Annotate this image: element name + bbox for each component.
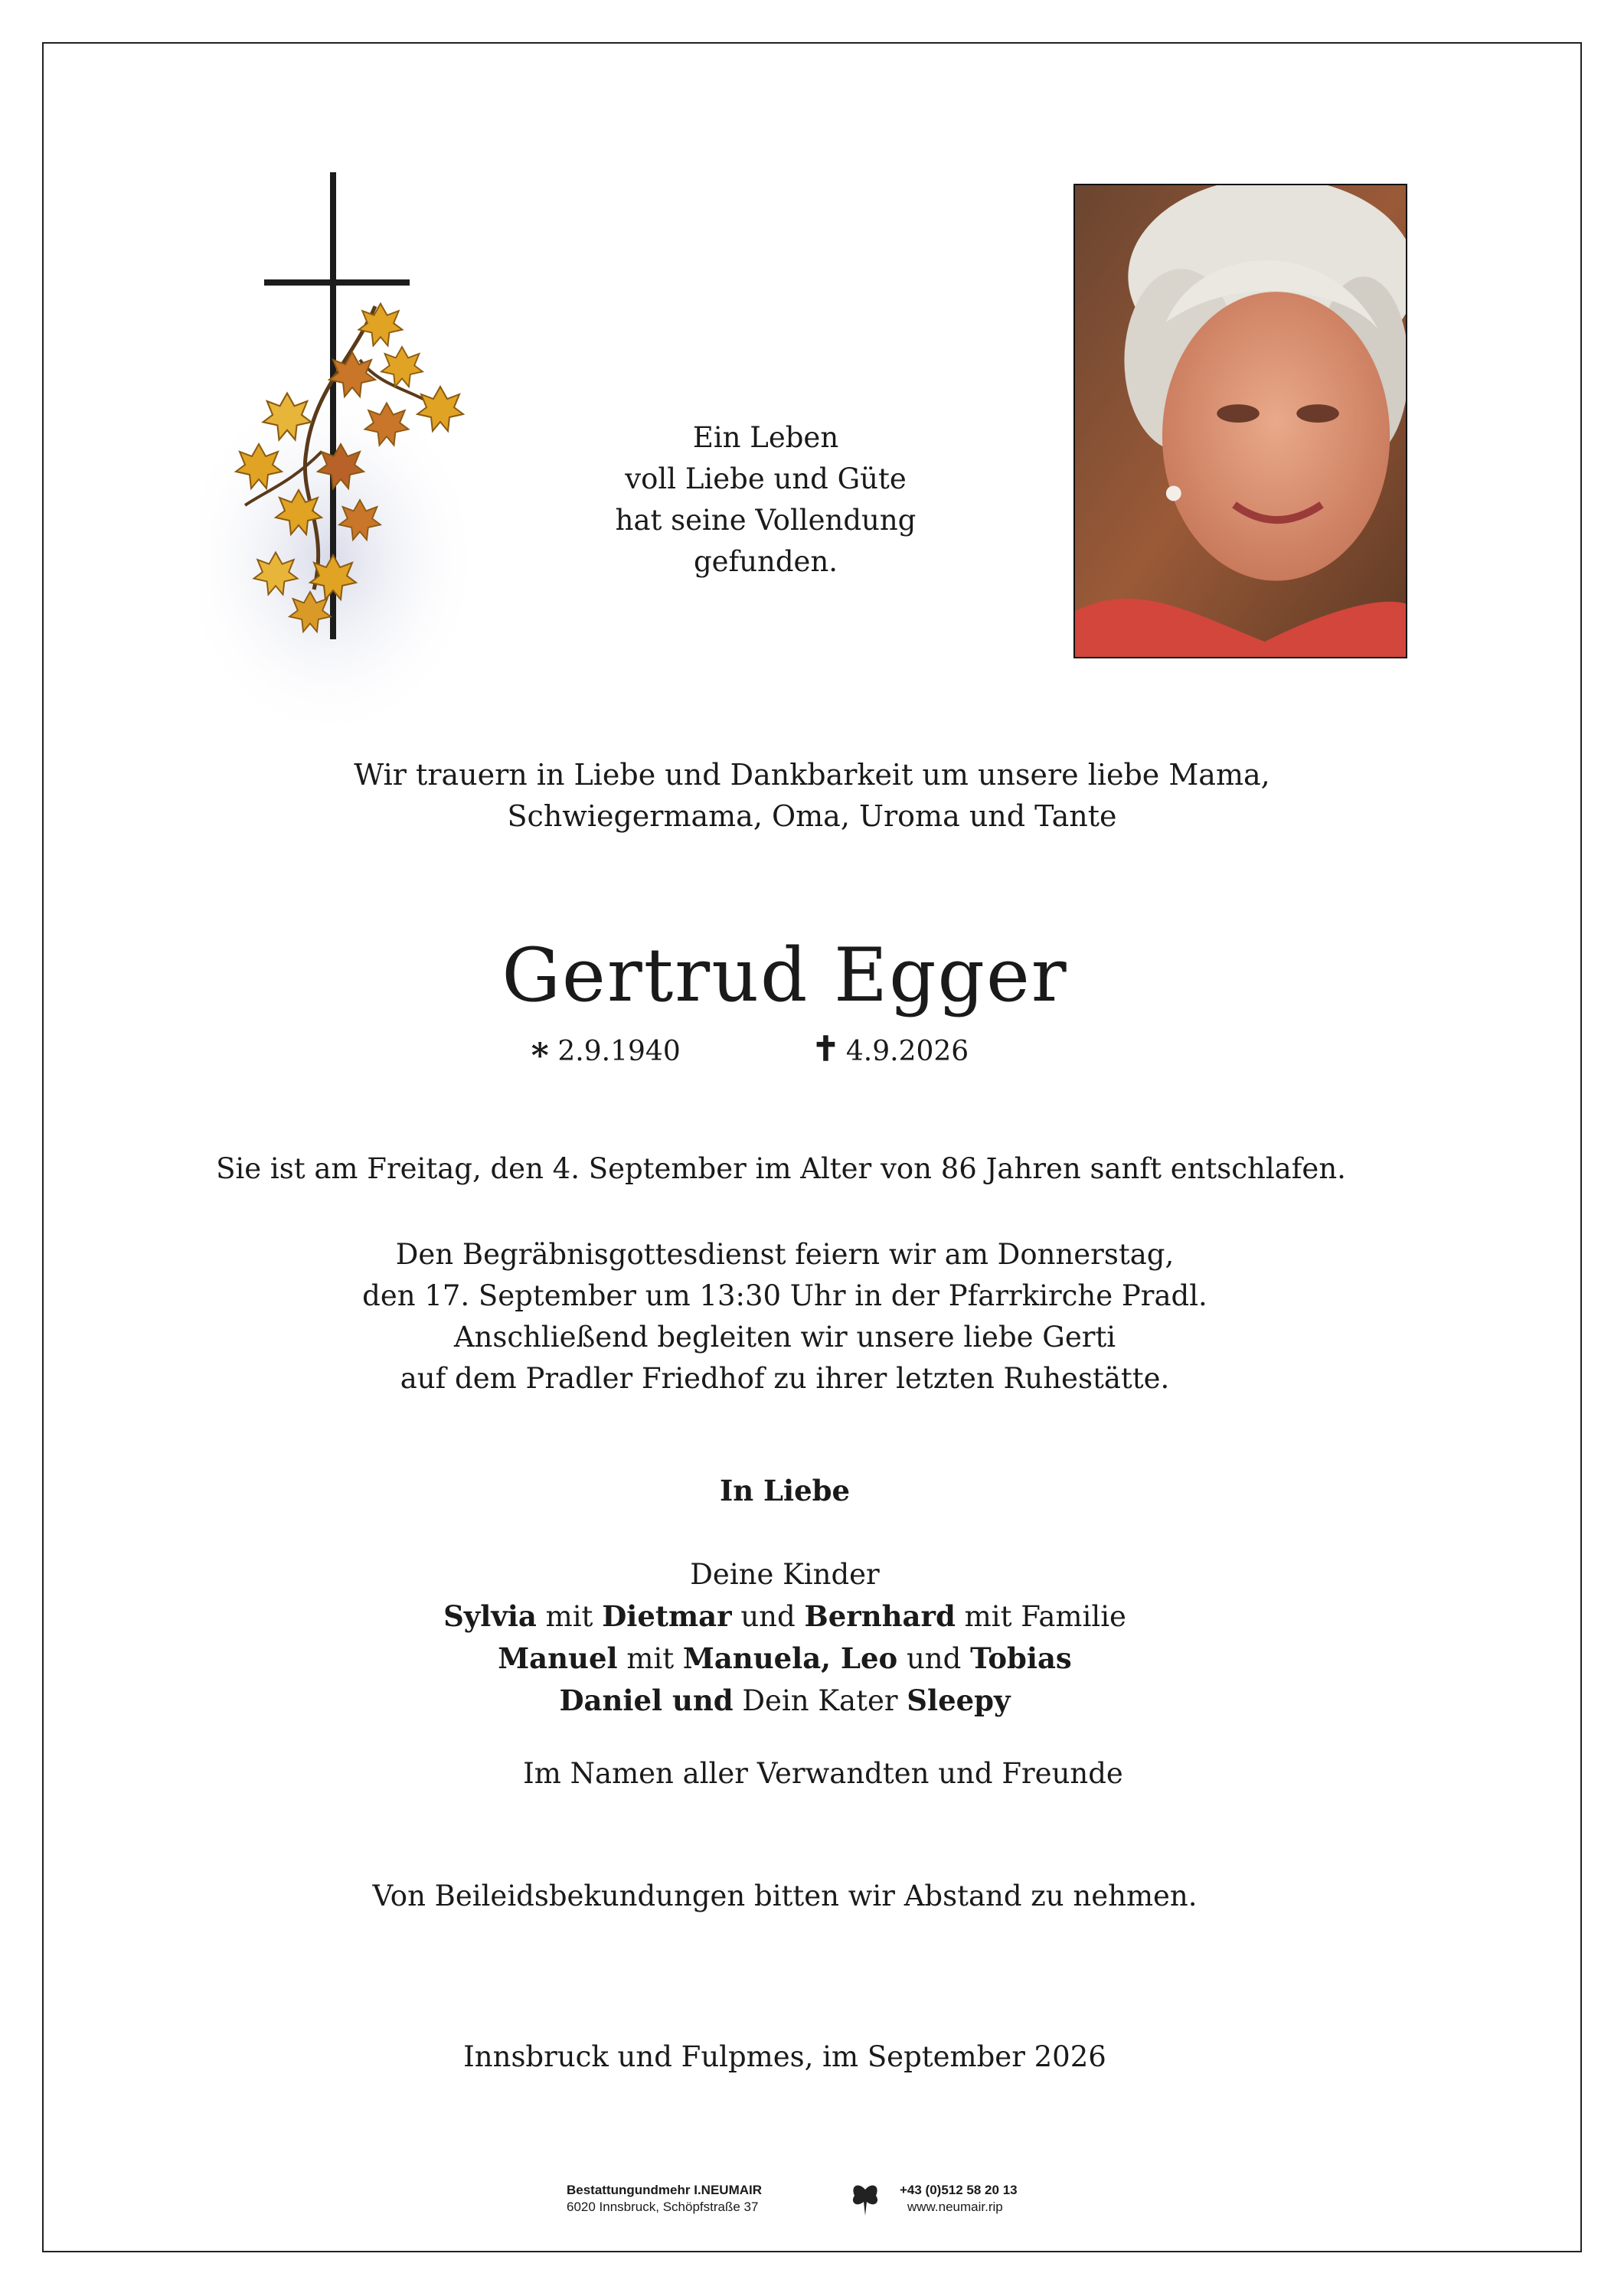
condolences-text: Von Beileidsbekundungen bitten wir Abstand zu nehmen. bbox=[372, 1880, 1198, 1912]
motto-line: voll Liebe und Güte bbox=[625, 462, 907, 495]
footer-left bbox=[567, 2182, 762, 2216]
life-dates bbox=[452, 1030, 1141, 1076]
motto-line: Ein Leben bbox=[692, 421, 839, 454]
funeral-line: Anschließend begleiten wir unsere liebe Gerti bbox=[453, 1321, 1116, 1354]
funeral-line: den 17. September um 13:30 Uhr in der Pfarrkirche Pradl. bbox=[362, 1279, 1207, 1312]
footer-right bbox=[900, 2182, 1018, 2216]
funeral-line: auf dem Pradler Friedhof zu ihrer letzten Ruhestätte. bbox=[400, 1362, 1170, 1395]
family-line: Manuel mit Manuela, Leo und Tobias bbox=[498, 1641, 1072, 1675]
motto-line: hat seine Vollendung bbox=[615, 504, 917, 537]
death-cross-icon: ✝ bbox=[812, 1030, 840, 1069]
intro-line: Wir trauern in Liebe und Dankbarkeit um unsere liebe Mama, bbox=[354, 758, 1270, 792]
motto-text bbox=[536, 417, 995, 583]
passing-text: Sie ist am Freitag, den 4. September im Alter von 86 Jahren sanft entschlafen. bbox=[216, 1152, 1346, 1185]
children-heading: Deine Kinder bbox=[690, 1558, 880, 1591]
footer-brand: Bestattungundmehr I.NEUMAIR bbox=[567, 2183, 763, 2197]
intro-line: Schwiegermama, Oma, Uroma und Tante bbox=[507, 799, 1117, 833]
butterfly-logo-icon bbox=[850, 2182, 881, 2219]
death-date: 4.9.2026 bbox=[845, 1036, 969, 1067]
birth-date-group bbox=[528, 1030, 681, 1069]
footer-web: www.neumair.rip bbox=[907, 2200, 1003, 2214]
family-line: Sylvia mit Dietmar und Bernhard mit Familie bbox=[443, 1599, 1126, 1633]
birth-star-icon: ∗ bbox=[528, 1030, 552, 1069]
family-list bbox=[153, 1554, 1417, 1722]
cross-with-leaves-image bbox=[199, 161, 505, 743]
funeral-home-footer bbox=[567, 2182, 1103, 2228]
motto-line: gefunden. bbox=[693, 545, 838, 578]
birth-date: 2.9.1940 bbox=[557, 1036, 681, 1067]
place-date-text: Innsbruck und Fulpmes, im September 2026 bbox=[463, 2040, 1106, 2073]
funeral-text bbox=[153, 1234, 1417, 1399]
relatives-text: Im Namen aller Verwandten und Freunde bbox=[523, 1757, 1123, 1790]
portrait-photo bbox=[1073, 184, 1407, 658]
deceased-name: Gertrud Egger bbox=[502, 932, 1068, 1018]
footer-address: 6020 Innsbruck, Schöpfstraße 37 bbox=[567, 2200, 759, 2214]
intro-text bbox=[153, 754, 1471, 837]
family-line: Daniel und Dein Kater Sleepy bbox=[559, 1684, 1011, 1717]
funeral-line: Den Begräbnisgottesdienst feiern wir am Donnerstag, bbox=[395, 1238, 1175, 1271]
death-date-group bbox=[812, 1030, 969, 1069]
in-liebe-heading: In Liebe bbox=[719, 1474, 851, 1507]
footer-phone: +43 (0)512 58 20 13 bbox=[900, 2183, 1018, 2197]
